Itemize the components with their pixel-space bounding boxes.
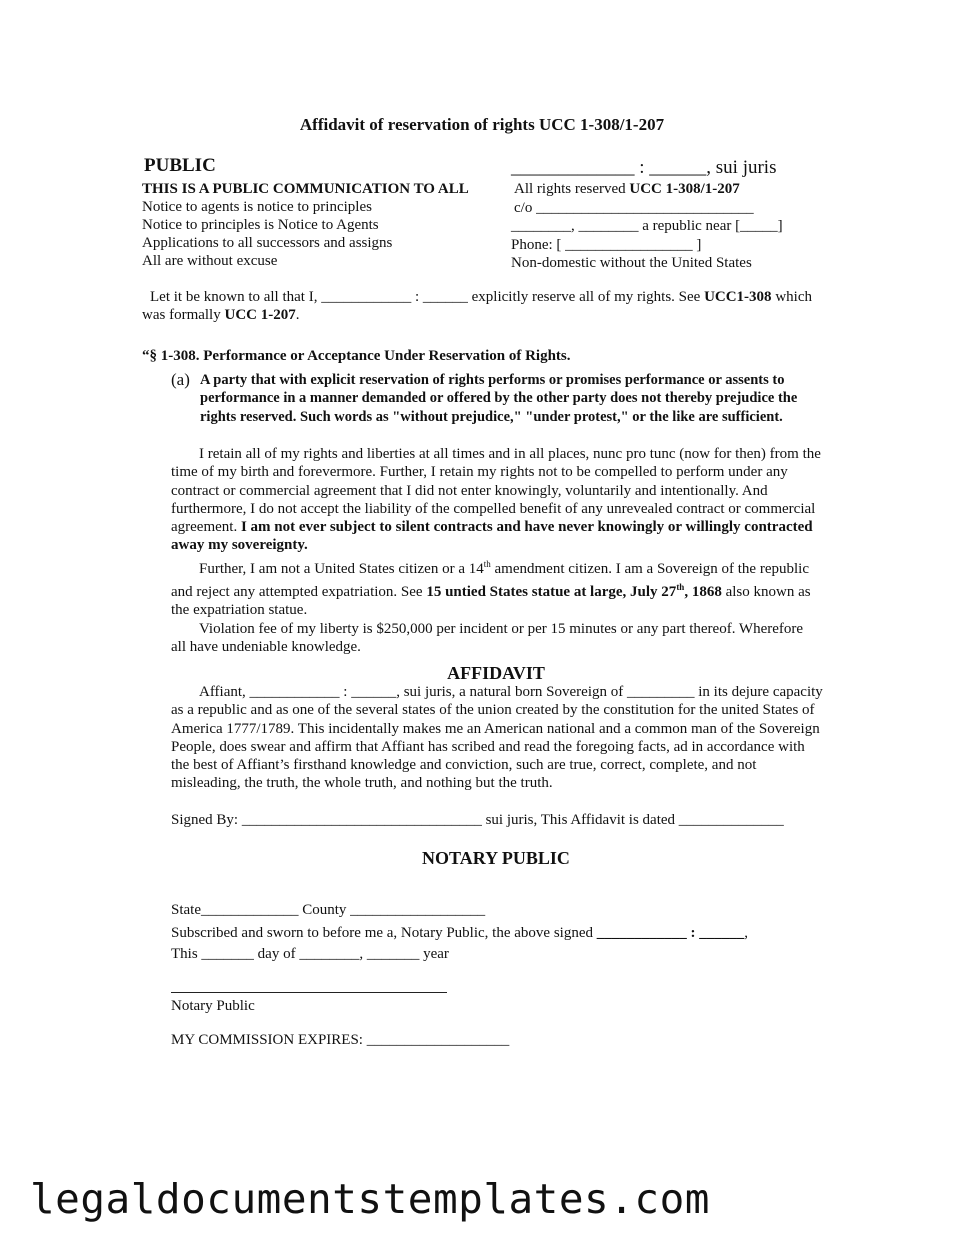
affidavit-text: Affiant, ____________ : ______, sui juris, a natural born Sovereign of _________ in its dejure capacity as a republic and as one of the several states of the union created by the constitution for the united States of America 1777/1789. This incidentally makes me an American national and a common man of the Sovereign People, does swear and affirm that Affiant has scribed and read the foregoing facts, ad in accordance with the best of Affiant’s firsthand knowledge and conviction, such are true, correct, complete, and not misleading, the truth, the whole truth, and nothing but the truth. bbox=[171, 684, 823, 792]
public-communication: THIS IS A PUBLIC COMMUNICATION TO ALL bbox=[142, 181, 469, 197]
intro-text: Let it be known to all that I, ____________ : ______ explicitly reserve all of my rights. See bbox=[150, 289, 705, 305]
subscribed-text: Subscribed and sworn to before me a, Notary Public, the above signed bbox=[171, 925, 597, 941]
rights-reserved-text: All rights reserved bbox=[514, 181, 630, 197]
signed-by-line: Signed By: ________________________________ sui juris, This Affidavit is dated ______________ bbox=[171, 812, 784, 828]
body-text: Further, I am not a United States citizen or a 14 bbox=[199, 560, 484, 577]
body-paragraph bbox=[171, 555, 821, 620]
statute-text: , 1868 bbox=[684, 584, 722, 601]
superscript: th bbox=[676, 582, 685, 593]
notary-heading: NOTARY PUBLIC bbox=[422, 848, 570, 868]
notice-line: Notice to principles is Notice to Agents bbox=[142, 217, 379, 233]
body-section bbox=[171, 445, 821, 656]
day-line: This _______ day of ________, _______ year bbox=[171, 946, 449, 962]
affidavit-heading: AFFIDAVIT bbox=[447, 663, 545, 683]
intro-text: which was formally bbox=[142, 289, 812, 324]
statute-text: 15 untied States statue at large, July 27 bbox=[426, 584, 677, 601]
subscribed-line bbox=[171, 925, 748, 942]
rights-reserved-code: UCC 1-308/1-207 bbox=[629, 181, 740, 197]
public-label: PUBLIC bbox=[144, 155, 216, 176]
intro-text: . bbox=[295, 307, 300, 324]
care-of-line: c/o _____________________________ bbox=[514, 200, 754, 216]
rights-reserved-line bbox=[514, 180, 740, 199]
document-title: Affidavit of reservation of rights UCC 1-308/1-207 bbox=[299, 115, 665, 134]
subsection-text: A party that with explicit reservation of rights performs or promises performance or assents to performance in a manner demanded or offered by the other party does not thereby prejudice the rights reserved. Such words as "without prejudice," "under protest," or the like are sufficient. bbox=[200, 372, 798, 425]
notary-public-label: Notary Public bbox=[171, 998, 255, 1014]
notice-line: Notice to agents is notice to principles bbox=[142, 199, 372, 215]
commission-expires-line: MY COMMISSION EXPIRES: ___________________ bbox=[171, 1032, 510, 1048]
body-paragraph bbox=[171, 445, 821, 555]
intro-code: UCC 1-207 bbox=[224, 307, 296, 324]
body-bold-text: I am not ever subject to silent contracts and have never knowingly or willingly contracted away my sovereignty. bbox=[171, 519, 813, 554]
address-line: ________, ________ a republic near [_____] bbox=[511, 218, 783, 234]
notice-line: All are without excuse bbox=[142, 253, 278, 269]
statute-reference bbox=[426, 584, 722, 600]
body-text: also known as the expatriation statue. bbox=[171, 584, 811, 619]
sui-juris-name-line: _____________ : ______, sui juris bbox=[511, 157, 777, 178]
state-county-line: State_____________ County __________________ bbox=[171, 902, 486, 918]
intro-code: UCC1-308 bbox=[704, 289, 772, 305]
notary-signature-line bbox=[171, 992, 447, 993]
watermark: legaldocumentstemplates.com bbox=[30, 1175, 710, 1223]
superscript: th bbox=[483, 558, 491, 569]
subscribed-name-blank: ____________ : ______ bbox=[596, 925, 745, 941]
section-heading: “§ 1-308. Performance or Acceptance Under Reservation of Rights. bbox=[142, 348, 571, 364]
intro-paragraph bbox=[142, 288, 822, 325]
phone-line: Phone: [ _________________ ] bbox=[511, 237, 702, 253]
subsection-label: (a) bbox=[171, 370, 190, 389]
notice-line: Applications to all successors and assigns bbox=[142, 235, 393, 251]
non-domestic-line: Non-domestic without the United States bbox=[511, 255, 752, 271]
body-paragraph: Violation fee of my liberty is $250,000 per incident or per 15 minutes or any part thereof. Wherefore all have undeniable knowledge. bbox=[171, 620, 804, 655]
body-text: amendment citizen. I am a Sovereign of the republic and reject any attempted expatriation. See bbox=[171, 560, 809, 601]
body-text: I retain all of my rights and liberties at all times and in all places, nunc pro tunc (now for then) from the time of my birth and forevermore. Further, I retain my rights not to be compelled to perform under any contract or commercial agreement that I did not enter knowingly, voluntarily and intentionally. And furthermore, I do not accept the liability of the compelled benefit of any unrevealed contract or commercial agreement. bbox=[171, 446, 821, 536]
subscribed-text: , bbox=[744, 925, 748, 941]
